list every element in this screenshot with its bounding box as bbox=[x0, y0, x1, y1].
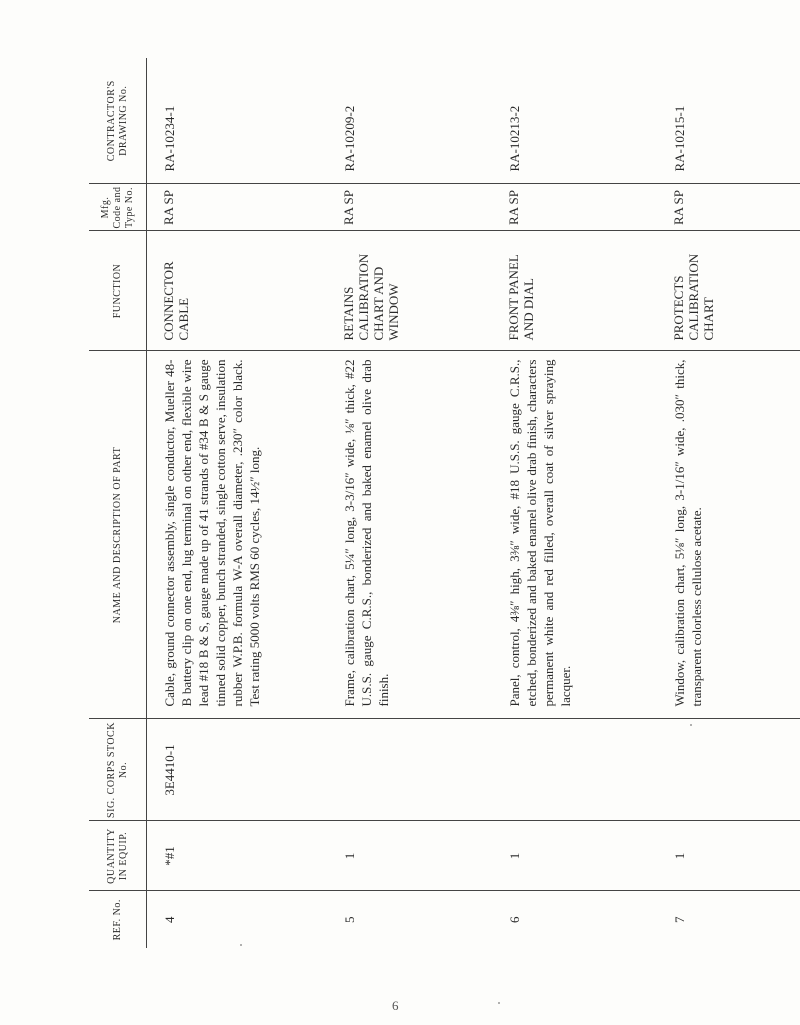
parts-table-container bbox=[89, 58, 800, 948]
function-cell: FRONT PANEL AND DIAL bbox=[492, 231, 657, 351]
header-drawing-number: CONTRACTOR'S DRAWING No. bbox=[89, 58, 147, 184]
drawing-number-cell: RA-10209-2 bbox=[341, 105, 357, 172]
function-cell: CONNECTOR CABLE bbox=[147, 231, 327, 351]
description-cell: Window, calibration chart, 5⅛″ long, 3-1/16″ wide, .030″ thick, transparent colorless cellulose acetate. bbox=[657, 351, 800, 719]
scan-speck bbox=[240, 944, 242, 946]
stock-number-cell: 3E4410-1 bbox=[147, 719, 327, 821]
stock-number-cell bbox=[492, 719, 657, 821]
mfg-code-cell: RA SP bbox=[327, 184, 492, 231]
ref-cell: 5 bbox=[327, 891, 492, 948]
header-ref: REF. No. bbox=[89, 891, 147, 948]
description-cell: Cable, ground connector assembly, single conductor, Mueller 48-B battery clip on one end, lug terminal on other end, flexible wire lead #18 B & S, gauge made up of 41 strands of #34 B & S gauge tinned solid copper, bunch stranded, single cotton serve, insulation rubber W.P.B. formula W-A overall diameter, .230″ color black. Test rating 5000 volts RMS 60 cycles, 14½″ long. bbox=[147, 351, 327, 719]
mfg-code-cell: RA SP bbox=[657, 184, 800, 231]
mfg-code-cell: RA SP bbox=[492, 184, 657, 231]
stock-number-cell bbox=[327, 719, 492, 821]
table-row bbox=[327, 58, 492, 948]
header-description: NAME AND DESCRIPTION OF PART bbox=[89, 351, 147, 719]
header-row bbox=[89, 58, 147, 948]
drawing-number-cell: RA-10215-1 bbox=[671, 105, 687, 172]
quantity-cell: *#1 bbox=[147, 821, 327, 891]
mfg-code-cell: RA SP bbox=[147, 184, 327, 231]
parts-table bbox=[89, 58, 800, 948]
drawing-number-cell: RA-10213-2 bbox=[506, 105, 522, 172]
header-mfg-code: Mfg. Code and Type No. bbox=[89, 184, 147, 231]
scan-speck bbox=[690, 724, 692, 726]
table-row bbox=[657, 58, 800, 948]
ref-cell: 7 bbox=[657, 891, 800, 948]
drawing-number-cell: RA-10234-1 bbox=[162, 105, 177, 172]
table-row bbox=[147, 58, 327, 948]
page-number: 6 bbox=[392, 998, 399, 1013]
header-stock-number: SIG. CORPS STOCK No. bbox=[89, 719, 147, 821]
stock-number-cell bbox=[657, 719, 800, 821]
quantity-cell: 1 bbox=[327, 821, 492, 891]
scan-speck bbox=[498, 1002, 500, 1004]
function-cell: PROTECTS CALIBRATION CHART bbox=[657, 231, 800, 351]
description-cell: Frame, calibration chart, 5¼″ long, 3-3/16″ wide, ⅛″ thick, #22 U.S.S. gauge C.R.S., bonderized and baked enamel olive drab finish. bbox=[327, 351, 492, 719]
header-quantity: QUANTITY IN EQUIP. bbox=[89, 821, 147, 891]
function-cell: RETAINS CALIBRATION CHART AND WINDOW bbox=[327, 231, 492, 351]
quantity-cell: 1 bbox=[657, 821, 800, 891]
header-function: FUNCTION bbox=[89, 231, 147, 351]
table-row bbox=[492, 58, 657, 948]
ref-cell: 6 bbox=[492, 891, 657, 948]
ref-cell: 4 bbox=[147, 891, 327, 948]
quantity-cell: 1 bbox=[492, 821, 657, 891]
description-cell: Panel, control, 4⅜″ high, 3⅜″ wide, #18 U.S.S. gauge C.R.S., etched, bonderized and baked enamel olive drab finish, characters permanent white and red filled, overall coat of silver spraying lacquer. bbox=[492, 351, 657, 719]
